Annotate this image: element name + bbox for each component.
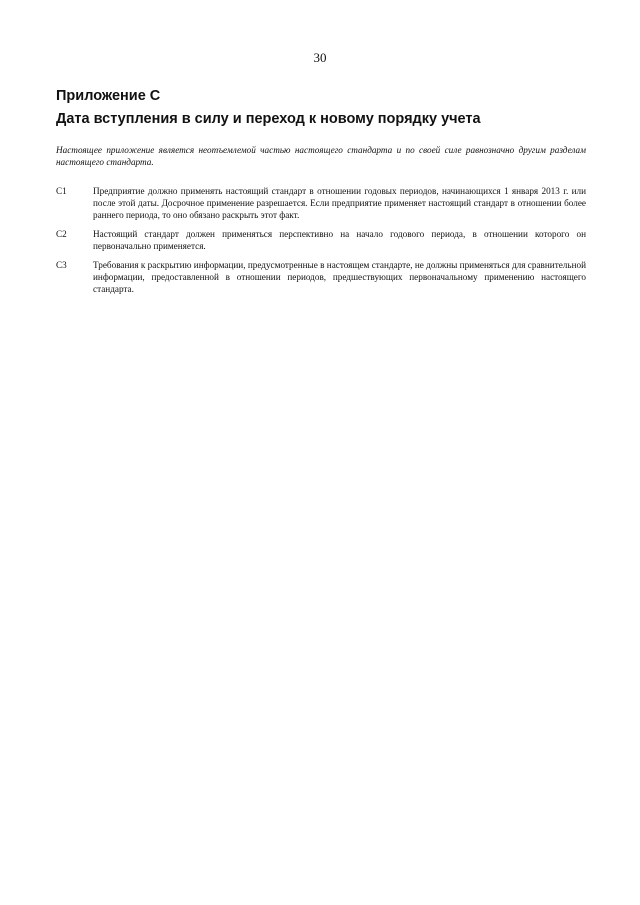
paragraph-c1 [56, 185, 586, 221]
paragraph-c2 [56, 228, 586, 252]
paragraph-number: C1 [56, 186, 67, 196]
paragraph-text: Требования к раскрытию информации, предусмотренные в настоящем стандарте, не должны применяться для сравнительной информации, предоставленной в отношении периодов, предшествующих первоначальному применению настоящего стандарта. [93, 260, 586, 294]
appendix-intro: Настоящее приложение является неотъемлемой частью настоящего стандарта и по своей силе равнозначно другим разделам настоящего стандарта. [56, 145, 586, 167]
appendix-label: Приложение С [56, 88, 161, 104]
paragraph-text: Предприятие должно применять настоящий стандарт в отношении годовых периодов, начинающихся 1 января 2013 г. или после этой даты. Досрочное применение разрешается. Если предприятие применяет настоящий стандарт в отношении более раннего периода, то оно обязано раскрыть этот факт. [93, 186, 586, 220]
paragraph-c3 [56, 259, 586, 295]
appendix-title: Дата вступления в силу и переход к новому порядку учета [56, 111, 481, 127]
paragraph-number: C2 [56, 229, 67, 239]
paragraph-text: Настоящий стандарт должен применяться перспективно на начало годового периода, в отношении которого он первоначально применяется. [93, 229, 586, 251]
page-number: 30 [313, 50, 327, 65]
paragraph-number: C3 [56, 260, 67, 270]
